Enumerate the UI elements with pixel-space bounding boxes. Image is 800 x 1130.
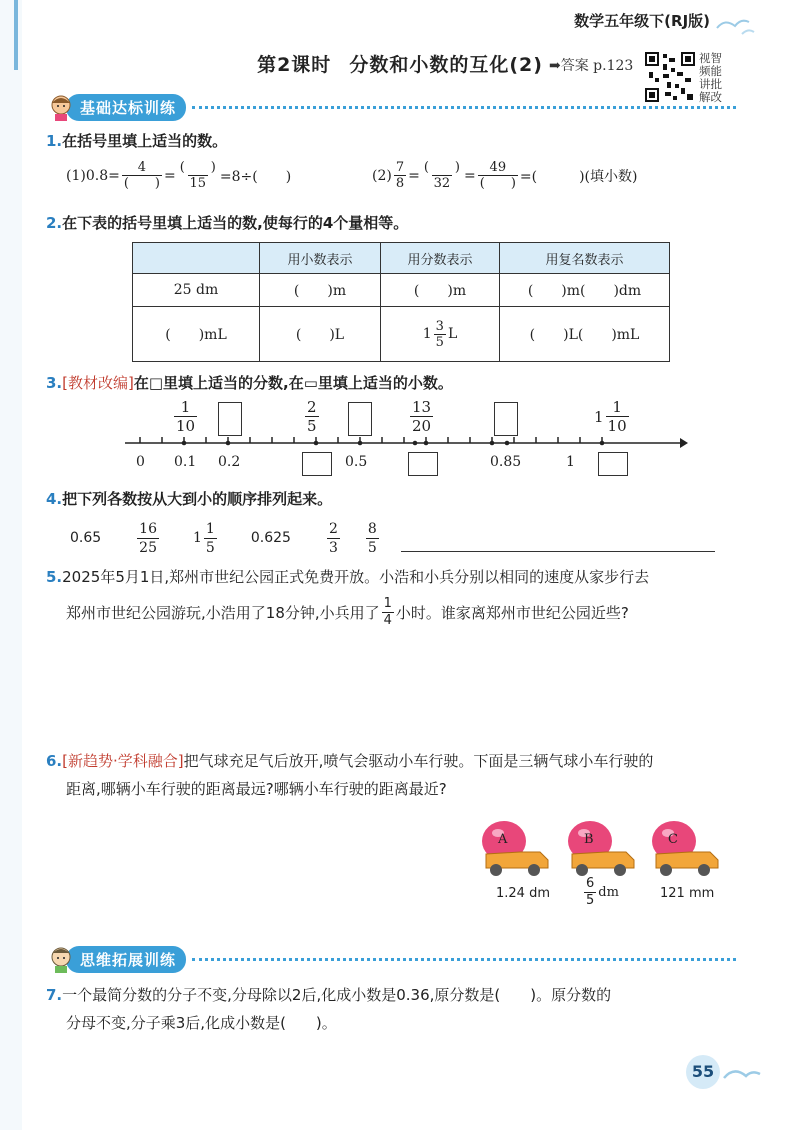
lesson-title: 第2课时 分数和小数的互化(2) bbox=[257, 54, 543, 76]
answer-box[interactable] bbox=[494, 402, 518, 436]
tick-label: 0 bbox=[136, 454, 145, 470]
question-7-line-2: 分母不变,分子乘3后,化成小数是( )。 bbox=[66, 1014, 337, 1032]
bird-decoration-icon bbox=[720, 1060, 764, 1090]
question-7-line-1: 7.一个最简分数的分子不变,分母除以2后,化成小数是0.36,原分数是( )。原分数的 bbox=[46, 986, 612, 1004]
number-line-fraction: $\frac{13}{20}$ bbox=[412, 398, 432, 435]
question-1-prompt: 1.在括号里填上适当的数。 bbox=[46, 132, 228, 150]
car-b-distance: $\frac{6}{5}$ dm bbox=[586, 876, 619, 908]
balloon-car-a-icon bbox=[482, 821, 548, 876]
car-letter: C bbox=[668, 832, 678, 847]
thinking-mascot-icon bbox=[46, 944, 76, 974]
tick-label: 1 bbox=[566, 454, 575, 470]
car-c-distance: 121 mm bbox=[660, 886, 715, 901]
number-line-fraction: $\frac{1}{10}$ bbox=[176, 398, 196, 435]
car-letter: A bbox=[498, 832, 508, 847]
answer-box[interactable] bbox=[302, 452, 332, 476]
answer-box[interactable] bbox=[408, 452, 438, 476]
book-header: 数学五年级下(RJ版) bbox=[574, 12, 710, 30]
tick-label: 0.5 bbox=[345, 454, 368, 470]
answer-reference: ➡答案 p.123 bbox=[549, 58, 634, 74]
page-number: 55 bbox=[686, 1055, 720, 1089]
arrow-right-icon: ➡ bbox=[549, 58, 561, 74]
question-1-part-2: (2) $\frac{7}{8}$ = $\frac{( )}{32}$ = $\frac{49}{( )}$ =( )(填小数) bbox=[372, 160, 638, 191]
question-4-prompt: 4.把下列各数按从大到小的顺序排列起来。 bbox=[46, 490, 333, 508]
bird-decoration-icon bbox=[712, 8, 762, 38]
number-line-fraction: $\frac{2}{5}$ bbox=[307, 398, 317, 435]
tick-label: 0.85 bbox=[490, 454, 522, 470]
left-margin-bar bbox=[0, 0, 22, 1130]
section-banner-expand: 思维拓展训练 bbox=[46, 946, 736, 972]
answer-line[interactable] bbox=[401, 525, 715, 552]
qr-caption: 视智 频能 讲批 解改 bbox=[699, 51, 722, 104]
tick-label: 0.2 bbox=[218, 454, 241, 470]
table-header bbox=[133, 243, 260, 274]
number-line-fraction: 1 $\frac{1}{10}$ bbox=[594, 398, 627, 435]
conversion-table bbox=[132, 242, 670, 362]
table-row: 25 dm ( )m ( )m ( )m( )dm bbox=[133, 274, 670, 307]
table-header: 用小数表示 bbox=[260, 243, 381, 274]
tick-label: 0.1 bbox=[174, 454, 197, 470]
question-6-line-2: 距离,哪辆小车行驶的距离最远?哪辆小车行驶的距离最近? bbox=[66, 780, 447, 798]
table-header: 用复名数表示 bbox=[500, 243, 670, 274]
answer-box[interactable] bbox=[348, 402, 372, 436]
balloon-cars-illustration bbox=[478, 816, 738, 880]
question-3-prompt: 3.[教材改编]在□里填上适当的分数,在▭里填上适当的小数。 bbox=[46, 374, 453, 392]
table-row: ( )mL ( )L 1 $\frac{3}{5}$ L ( )L( )mL bbox=[133, 307, 670, 362]
question-5-line-2: 郑州市世纪公园游玩,小浩用了18分钟,小兵用了 $\frac{1}{4}$ 小时。谁家离郑州市世纪公园近些? bbox=[66, 596, 629, 628]
question-5-line-1: 5.2025年5月1日,郑州市世纪公园正式免费开放。小浩和小兵分别以相同的速度从家步行去 bbox=[46, 568, 650, 586]
balloon-car-c-icon bbox=[652, 821, 718, 876]
question-1-part-1: (1)0.8= $\frac{4}{( )}$ = $\frac{( )}{15}$ =8÷( ) bbox=[66, 160, 292, 191]
question-6-line-1: 6.[新趋势·学科融合]把气球充足气后放开,喷气会驱动小车行驶。下面是三辆气球小车行驶的 bbox=[46, 752, 654, 770]
table-header: 用分数表示 bbox=[381, 243, 500, 274]
question-2-prompt: 2.在下表的括号里填上适当的数,使每行的4个量相等。 bbox=[46, 214, 409, 232]
student-mascot-icon bbox=[46, 92, 76, 122]
section-banner-basic: 基础达标训练 bbox=[46, 94, 736, 120]
answer-box[interactable] bbox=[598, 452, 628, 476]
answer-box[interactable] bbox=[218, 402, 242, 436]
balloon-car-b-icon bbox=[568, 821, 634, 876]
numbers-to-order: 0.65 $\frac{16}{25}$ 1 $\frac{1}{5}$ 0.625 $\frac{2}{3}$ $\frac{8}{5}$ bbox=[70, 516, 720, 560]
car-letter: B bbox=[584, 832, 594, 847]
car-a-distance: 1.24 dm bbox=[496, 886, 550, 901]
